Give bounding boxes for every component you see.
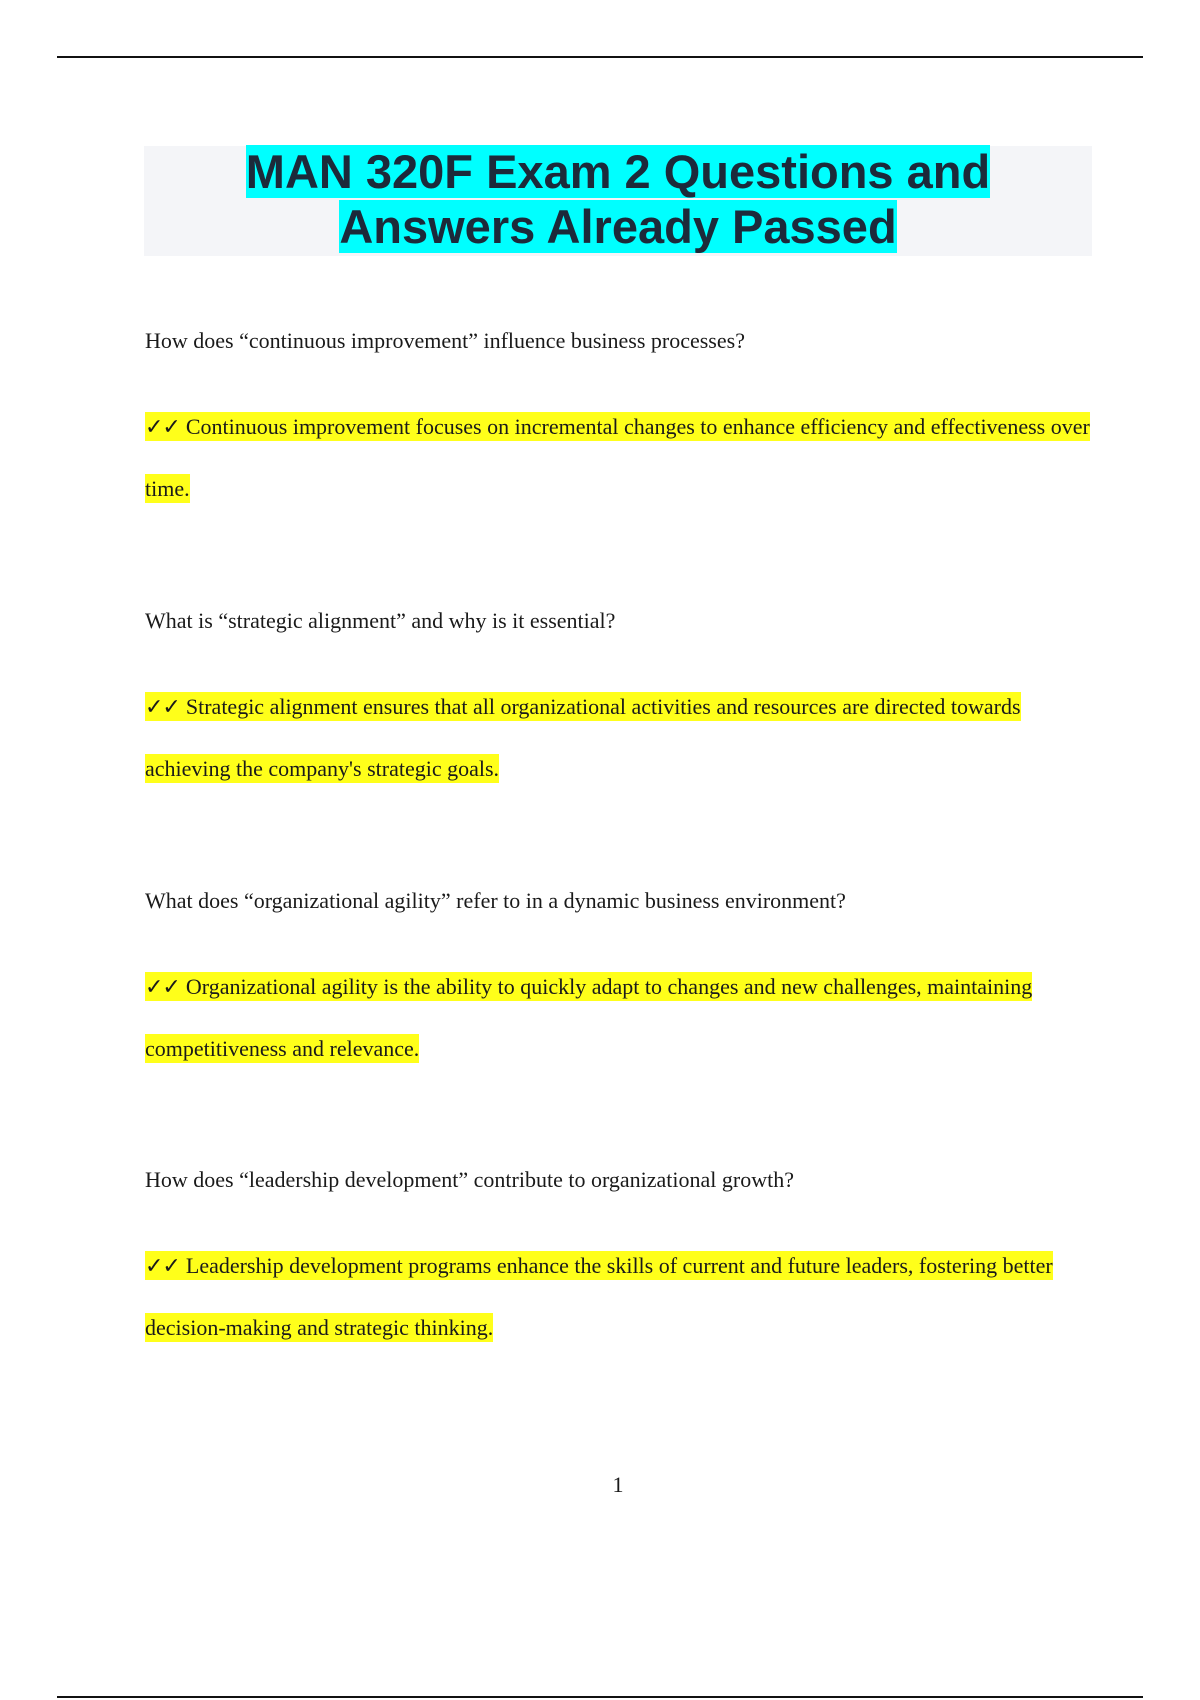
- answer-text-1: Continuous improvement focuses on incremental changes to enhance efficiency and effectiveness over time.: [145, 414, 1090, 501]
- answer-1: [145, 396, 1105, 519]
- answer-highlight-3: [145, 972, 1032, 1063]
- answer-highlight-4: [145, 1251, 1053, 1342]
- answer-text-2: Strategic alignment ensures that all organizational activities and resources are directed towards achieving the company's strategic goals.: [145, 694, 1021, 781]
- check-icon: ✓✓: [145, 975, 180, 1000]
- question-1: How does “continuous improvement” influence business processes?: [145, 328, 745, 353]
- page-number: 1: [612, 1472, 624, 1497]
- qa-item-4: [145, 1165, 1105, 1358]
- bottom-rule: [57, 1696, 1143, 1698]
- answer-highlight-2: [145, 692, 1021, 783]
- answer-4: [145, 1235, 1105, 1358]
- question-3: What does “organizational agility” refer to in a dynamic business environment?: [145, 888, 846, 913]
- document-title: [144, 144, 1092, 254]
- qa-item-3: [145, 886, 1105, 1079]
- question-4: How does “leadership development” contribute to organizational growth?: [145, 1167, 794, 1192]
- check-icon: ✓✓: [145, 415, 180, 440]
- check-icon: ✓✓: [145, 695, 180, 720]
- qa-item-1: [145, 326, 1105, 519]
- title-line-2: Answers Already Passed: [339, 200, 897, 253]
- top-rule: [57, 56, 1143, 58]
- answer-3: [145, 956, 1105, 1079]
- answer-2: [145, 676, 1105, 799]
- check-icon: ✓✓: [145, 1254, 180, 1279]
- answer-highlight-1: [145, 412, 1090, 503]
- qa-item-2: [145, 606, 1105, 799]
- answer-text-3: Organizational agility is the ability to quickly adapt to changes and new challenges, maintaining competitiveness and relevance.: [145, 974, 1033, 1061]
- question-2: What is “strategic alignment” and why is it essential?: [145, 608, 616, 633]
- title-line-1: MAN 320F Exam 2 Questions and: [245, 145, 991, 198]
- answer-text-4: Leadership development programs enhance the skills of current and future leaders, fostering better decision-making and strategic thinking.: [145, 1253, 1053, 1340]
